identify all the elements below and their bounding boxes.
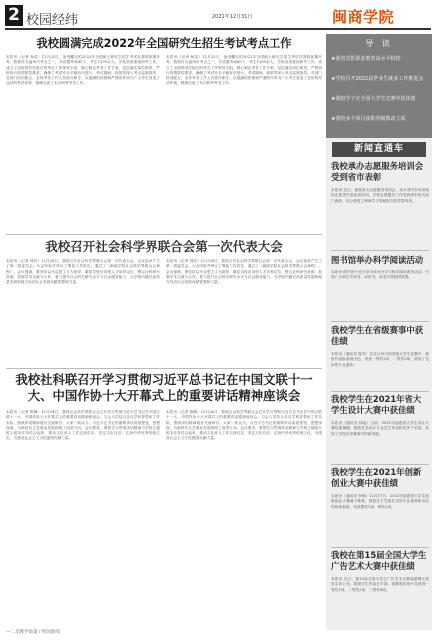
brief-headline: 我校学生在省级赛事中获佳绩 [331,325,424,346]
guide-item: ★我校学子在全国大学生竞赛中获佳绩 [331,96,416,102]
article-3-body-col-1: 本报讯（记者 陈琳）12月24日，我校社会科学界联合会召开学习贯彻习近平总书记在中国文联十一大、中国作协十大开幕式上的重要讲话精神座谈会。与会人员结合各自学科背景和工作实际，围绕讲话精神展开交流研讨。大家一致认为，习近平总书记的重要讲话高屋建瓴、思想深邃，为新时代文艺事业发展指明了前进方向。会议要求，要把学习贯彻讲话精神与学校立德树人根本任务结合起来，推动文化育人工作走深走实，坚定文化自信，弘扬中华优秀传统文化，为建设社会主义文化强国贡献力量。 [6,410,160,441]
guide-item: ★我校多个项目获批省级教改立项 [331,116,406,122]
article-2-body-col-1: 本报讯（记者 林诗）12月28日，我校召开社会科学界联合会第一次代表大会，会议选举产生了第一届委员会。大会听取并审议了筹备工作报告，通过了《闽商学院社会科学界联合会章程》。会议强调，要坚持以马克思主义为指导，紧扣学校应用型人才培养定位，整合社科研究资源，加强学术交流与合作，着力提升社会科学研究水平与社会服务能力，为学校内涵式高质量发展和地方经济社会发展贡献智慧和力量。 [6,259,160,285]
section-name: 校园经纬 [26,13,79,28]
header-rule [5,28,431,30]
divider [331,250,429,251]
guide-title: 导 读 [365,39,393,48]
article-1-headline: 我校圆满完成2022年全国研究生招生考试考点工作 [36,37,292,50]
brief-headline: 我校承办志愿服务培训会 受到省市表彰 [331,161,424,182]
brief-headline: 图书馆举办科学阅读活动 [331,255,424,265]
footer-text: —二是教学质量 / 校园新闻 [6,630,60,635]
divider [331,464,429,465]
issue-date: 2021年12月31日 [212,14,253,20]
article-3-headline: 我校社科联召开学习贯彻习近平总书记在中国文联十一大、中国作协十大开幕式上的重要讲话精神座谈会 [15,372,313,403]
brief-body: 本报讯 近日，我校承办志愿服务培训会，来自省内多所高校的志愿者代表参加培训。学校志愿服务工作受到省市相关部门表彰，充分展现了闽商学子奉献担当的青春风采。 [331,188,429,203]
brief-body: 本报讯 近日，第15届全国大学生广告艺术大赛福建赛区获奖名单公布，我校学生作品在平面、视频等类别中共获得一等奖1项、二等奖2项、三等奖4项。 [331,577,429,592]
masthead-logo: 闽商学院 [332,8,395,26]
article-2-headline: 我校召开社会科学界联合会第一次代表大会 [45,239,283,254]
brief-body: 本报讯 图书馆于近日举办读书分享与科学阅读系列活动，引导广大师生多读书、读好书，营造书香校园氛围。 [331,270,429,280]
divider [331,391,429,392]
article-1-body-col-1: 本报讯（记者 杨苗）12月25日，备受瞩目的2022年全国硕士研究生招生考试在我校如期开考。我校作为福州市考点之一，共设置考场45个，考生1200余人。学校高度重视研考工作，成立了由校领导任组长的考点工作领导小组，精心制定考务工作方案，层层落实岗位职责，严格执行疫情防控要求，确保了考试安全平稳有序进行。考试期间，校领导深入考点巡查指导，各部门协同配合，全体考务工作人员恪尽职守，以饱满的热情和严谨的作风为广大考生营造了良好的考试环境，圆满完成了本次研考考务工作。 [6,55,160,86]
brief-headline: 我校学生在2021年省大学生设计大赛中获佳绩 [331,394,422,415]
brief-headline: 我校在第15届全国大学生广告艺术大赛中获佳绩 [331,550,427,571]
guide-item: ★我省首批职业教育高水平院校 [331,56,401,62]
article-1-body-col-2: 本报讯（记者 杨苗）12月25日，备受瞩目的2022年全国硕士研究生招生考试在我校如期开考。我校作为福州市考点之一，共设置考场45个，考生1200余人。学校高度重视研考工作，成立了由校领导任组长的考点工作领导小组，精心制定考务工作方案，层层落实岗位职责，严格执行疫情防控要求，确保了考试安全平稳有序进行。考试期间，校领导深入考点巡查指导，各部门协同配合，全体考务工作人员恪尽职守，以饱满的热情和严谨的作风为广大考生营造了良好的考试环境，圆满完成了本次研考考务工作。 [166,55,322,86]
brief-headline: 我校学生在2021年创新创业大赛中获佳绩 [331,467,422,488]
divider [331,321,429,322]
news-band: 新闻直通车 [332,142,426,157]
guide-item: ★学校召开2022届毕业生就业工作推进会 [331,76,424,82]
divider [6,234,322,235]
brief-body: 本报讯（通讯员 陈芳）在近日举行的省级大学生竞赛中，我校代表队表现出色，荣获一等奖2项、二等奖3项，展现了良好的专业素养。 [331,352,429,367]
article-2-body-col-2: 本报讯（记者 林诗）12月28日，我校召开社会科学界联合会第一次代表大会，会议选举产生了第一届委员会。大会听取并审议了筹备工作报告，通过了《闽商学院社会科学界联合会章程》。会议强调，要坚持以马克思主义为指导，紧扣学校应用型人才培养定位，整合社科研究资源，加强学术交流与合作，着力提升社会科学研究水平与社会服务能力，为学校内涵式高质量发展和地方经济社会发展贡献智慧和力量。 [166,259,322,285]
article-3-body-col-2: 本报讯（记者 陈琳）12月24日，我校社会科学界联合会召开学习贯彻习近平总书记在中国文联十一大、中国作协十大开幕式上的重要讲话精神座谈会。与会人员结合各自学科背景和工作实际，围绕讲话精神展开交流研讨。大家一致认为，习近平总书记的重要讲话高屋建瓴、思想深邃，为新时代文艺事业发展指明了前进方向。会议要求，要把学习贯彻讲话精神与学校立德树人根本任务结合起来，推动文化育人工作走深走实，坚定文化自信，弘扬中华优秀传统文化，为建设社会主义文化强国贡献力量。 [166,410,322,441]
divider [6,368,322,369]
divider [331,547,429,548]
brief-body: 本报讯（通讯员 李明）12月17日，2021年福建省大学生创新创业大赛落下帷幕，我校学子凭借扎实的专业素养和出色的现场表现，荣获银奖1项、铜奖2项。 [331,494,429,509]
page-number: 2 [5,5,23,26]
brief-body: 本报讯（通讯员 林瑶）日前，2021年福建省大学生设计大赛结果揭晓，我校艺术设计专业学生作品斩获多个奖项，实现了学校在该赛事中的新突破。 [331,421,429,436]
